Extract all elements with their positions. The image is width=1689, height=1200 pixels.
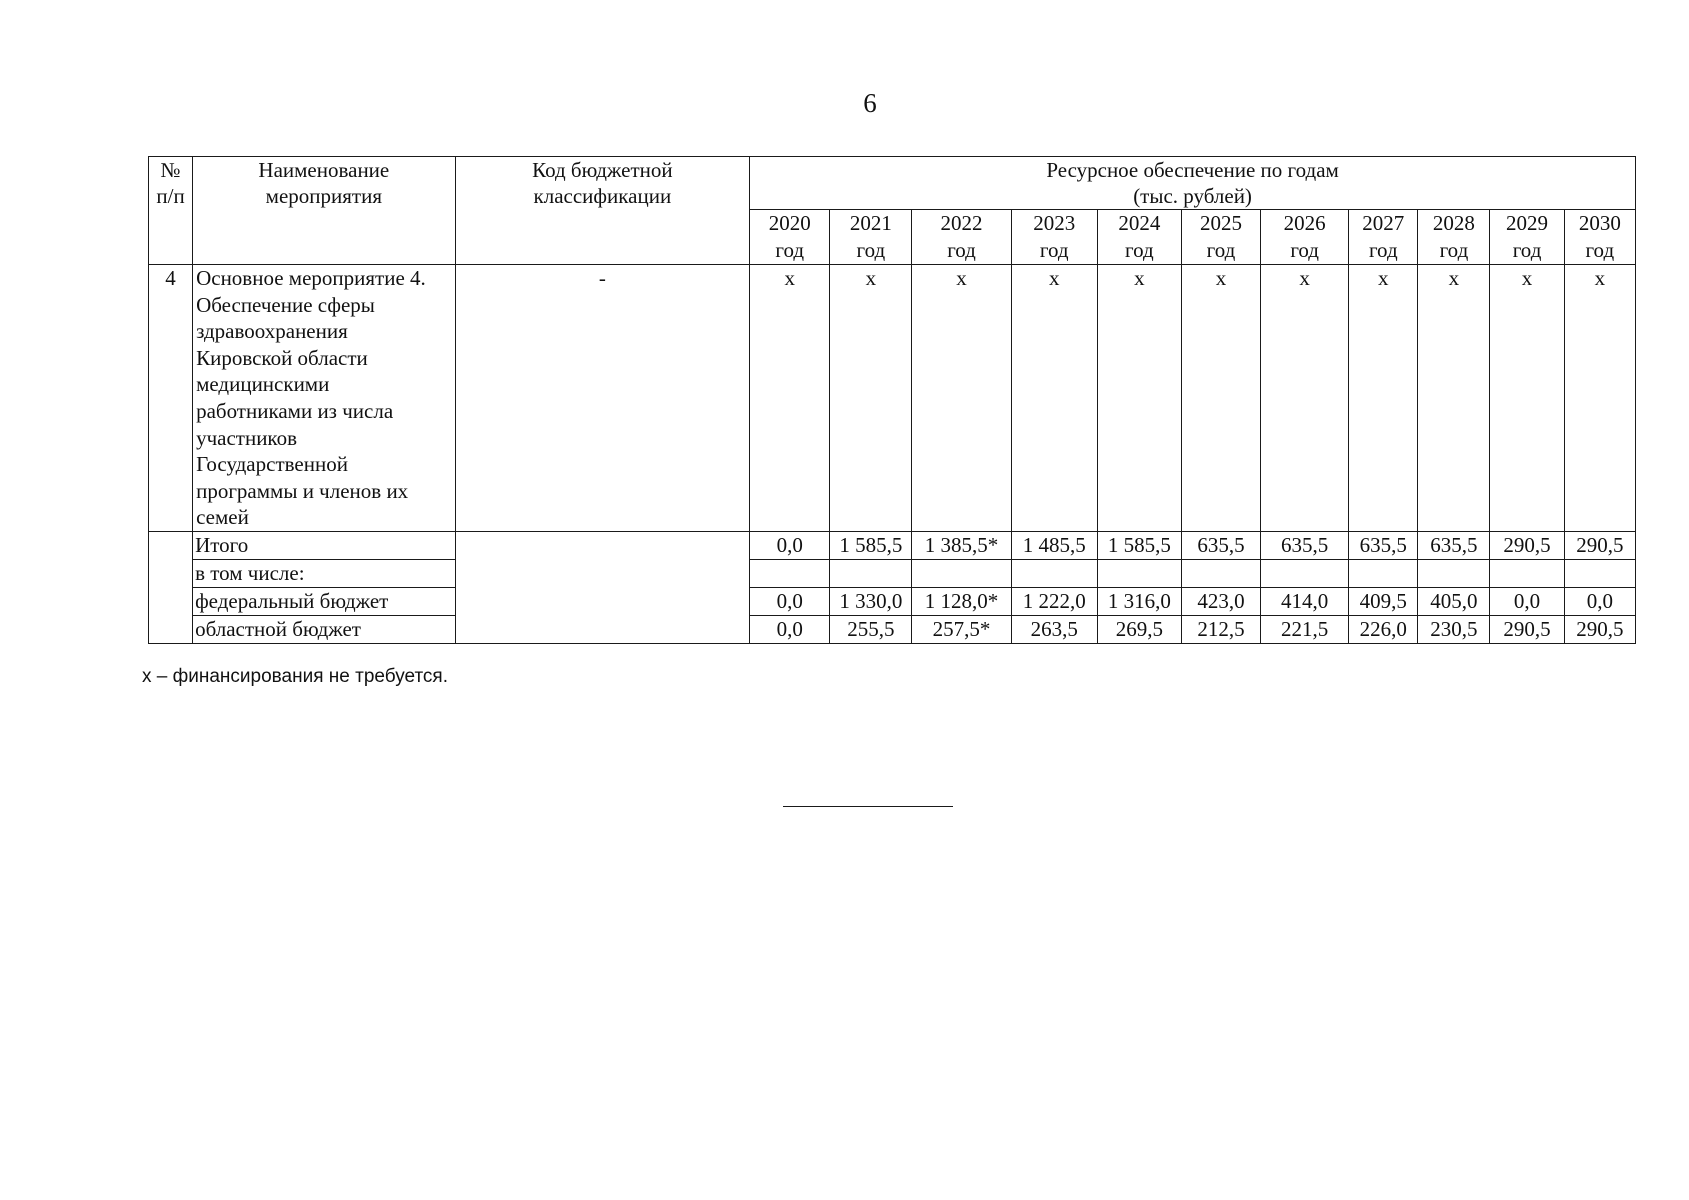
value-cell: 255,5 bbox=[830, 616, 912, 644]
budget-code-cell: - bbox=[455, 265, 750, 532]
header-code-line1: Код бюджетной bbox=[532, 158, 673, 182]
header-name-line1: Наименование bbox=[258, 158, 390, 182]
year-header bbox=[830, 210, 912, 265]
year-label: 2021 bbox=[849, 211, 892, 235]
budget-code-blank-cell bbox=[455, 532, 750, 644]
value-cell: 409,5 bbox=[1349, 588, 1418, 616]
year-label: 2027 bbox=[1362, 211, 1405, 235]
resource-table bbox=[148, 156, 1636, 644]
header-name bbox=[193, 157, 456, 265]
header-row-1 bbox=[149, 157, 1636, 210]
value-cell bbox=[1181, 560, 1260, 588]
value-cell bbox=[750, 560, 830, 588]
table-row-including bbox=[149, 560, 1636, 588]
year-header bbox=[750, 210, 830, 265]
value-cell: 290,5 bbox=[1564, 532, 1635, 560]
row-label-cell: Итого bbox=[193, 532, 456, 560]
year-label: 2025 bbox=[1200, 211, 1242, 235]
row-label-cell: федеральный бюджет bbox=[193, 588, 456, 616]
value-cell: 423,0 bbox=[1181, 588, 1260, 616]
value-cell: х bbox=[1418, 265, 1490, 532]
value-cell: 263,5 bbox=[1011, 616, 1097, 644]
value-cell: х bbox=[1490, 265, 1564, 532]
activity-name-line: Обеспечение сферы bbox=[196, 292, 375, 317]
year-unit: год bbox=[1125, 238, 1154, 262]
header-resource-line1: Ресурсное обеспечение по годам bbox=[1046, 158, 1339, 182]
year-header bbox=[1490, 210, 1564, 265]
value-cell: 212,5 bbox=[1181, 616, 1260, 644]
header-num bbox=[149, 157, 193, 265]
value-cell: х bbox=[1011, 265, 1097, 532]
value-cell bbox=[1011, 560, 1097, 588]
activity-name-line: Основное мероприятие 4. bbox=[196, 266, 426, 290]
activity-name-line: здравоохранения bbox=[196, 319, 348, 344]
value-cell: 269,5 bbox=[1097, 616, 1181, 644]
header-name-line2: мероприятия bbox=[265, 184, 382, 208]
year-unit: год bbox=[1368, 238, 1398, 262]
year-header bbox=[1181, 210, 1260, 265]
year-unit: год bbox=[775, 238, 805, 262]
year-unit: год bbox=[1206, 238, 1236, 262]
year-header bbox=[1349, 210, 1418, 265]
value-cell: 635,5 bbox=[1349, 532, 1418, 560]
year-unit: год bbox=[947, 238, 976, 262]
table-row-federal bbox=[149, 588, 1636, 616]
header-code bbox=[455, 157, 750, 265]
row-label-cell: областной бюджет bbox=[193, 616, 456, 644]
value-cell: 226,0 bbox=[1349, 616, 1418, 644]
year-unit: год bbox=[1585, 238, 1615, 262]
value-cell: х bbox=[1261, 265, 1349, 532]
value-cell: х bbox=[1564, 265, 1635, 532]
value-cell: 0,0 bbox=[750, 616, 830, 644]
value-cell: 1 222,0 bbox=[1011, 588, 1097, 616]
year-header bbox=[1097, 210, 1181, 265]
separator-line bbox=[783, 806, 953, 807]
value-cell: 290,5 bbox=[1564, 616, 1635, 644]
value-cell: х bbox=[750, 265, 830, 532]
value-cell: х bbox=[830, 265, 912, 532]
value-cell: 0,0 bbox=[750, 588, 830, 616]
value-cell: 0,0 bbox=[750, 532, 830, 560]
header-resource bbox=[750, 157, 1636, 210]
table-row-main-activity bbox=[149, 265, 1636, 532]
row-label-cell: в том числе: bbox=[193, 560, 456, 588]
year-label: 2029 bbox=[1506, 211, 1549, 235]
value-cell: х bbox=[1097, 265, 1181, 532]
value-cell: 635,5 bbox=[1261, 532, 1349, 560]
value-cell: 1 485,5 bbox=[1011, 532, 1097, 560]
value-cell: 414,0 bbox=[1261, 588, 1349, 616]
year-header bbox=[1564, 210, 1635, 265]
value-cell: 290,5 bbox=[1490, 616, 1564, 644]
value-cell: 405,0 bbox=[1418, 588, 1490, 616]
value-cell: 0,0 bbox=[1490, 588, 1564, 616]
year-unit: год bbox=[1290, 238, 1319, 262]
activity-name-line: программы и членов их bbox=[196, 478, 409, 503]
header-resource-line2: (тыс. рублей) bbox=[1133, 184, 1252, 208]
value-cell: 635,5 bbox=[1181, 532, 1260, 560]
value-cell: 635,5 bbox=[1418, 532, 1490, 560]
value-cell bbox=[1349, 560, 1418, 588]
activity-name-line: Кировской области bbox=[196, 345, 368, 370]
value-cell: 1 585,5 bbox=[830, 532, 912, 560]
value-cell: 1 585,5 bbox=[1097, 532, 1181, 560]
year-label: 2023 bbox=[1033, 211, 1076, 235]
value-cell bbox=[1490, 560, 1564, 588]
value-cell: 1 316,0 bbox=[1097, 588, 1181, 616]
year-header bbox=[1418, 210, 1490, 265]
value-cell: х bbox=[1349, 265, 1418, 532]
activity-name-cell bbox=[193, 265, 456, 532]
value-cell bbox=[1261, 560, 1349, 588]
value-cell bbox=[830, 560, 912, 588]
value-cell: х bbox=[912, 265, 1011, 532]
activity-name-line: участников bbox=[196, 425, 297, 450]
value-cell: 1 385,5* bbox=[912, 532, 1011, 560]
year-header bbox=[1261, 210, 1349, 265]
activity-name-line: Государственной bbox=[196, 452, 348, 477]
header-num-line1: № bbox=[160, 158, 181, 182]
year-label: 2022 bbox=[940, 211, 983, 235]
value-cell: 257,5* bbox=[912, 616, 1011, 644]
value-cell: 1 128,0* bbox=[912, 588, 1011, 616]
year-label: 2030 bbox=[1578, 211, 1621, 235]
row-num-blank-cell bbox=[149, 532, 193, 644]
header-num-line2: п/п bbox=[156, 184, 185, 208]
value-cell bbox=[1418, 560, 1490, 588]
activity-name-line: работниками из числа bbox=[196, 398, 394, 423]
year-label: 2020 bbox=[768, 211, 811, 235]
activity-name-line: семей bbox=[196, 505, 249, 530]
value-cell bbox=[912, 560, 1011, 588]
value-cell: 221,5 bbox=[1261, 616, 1349, 644]
year-label: 2028 bbox=[1432, 211, 1475, 235]
year-header bbox=[1011, 210, 1097, 265]
row-num-cell: 4 bbox=[149, 265, 193, 532]
year-unit: год bbox=[856, 238, 886, 262]
value-cell: х bbox=[1181, 265, 1260, 532]
value-cell: 0,0 bbox=[1564, 588, 1635, 616]
value-cell: 1 330,0 bbox=[830, 588, 912, 616]
year-unit: год bbox=[1039, 238, 1069, 262]
value-cell: 230,5 bbox=[1418, 616, 1490, 644]
table-row-total bbox=[149, 532, 1636, 560]
year-unit: год bbox=[1512, 238, 1542, 262]
header-code-line2: классификации bbox=[533, 184, 672, 208]
value-cell bbox=[1097, 560, 1181, 588]
activity-name-line: медицинскими bbox=[196, 372, 330, 397]
year-header bbox=[912, 210, 1011, 265]
table-row-regional bbox=[149, 616, 1636, 644]
value-cell bbox=[1564, 560, 1635, 588]
footnote: х – финансирования не требуется. bbox=[142, 666, 448, 687]
page-number: 6 bbox=[863, 88, 877, 118]
year-label: 2024 bbox=[1118, 211, 1161, 235]
year-unit: год bbox=[1439, 238, 1469, 262]
value-cell: 290,5 bbox=[1490, 532, 1564, 560]
year-label: 2026 bbox=[1283, 211, 1326, 235]
